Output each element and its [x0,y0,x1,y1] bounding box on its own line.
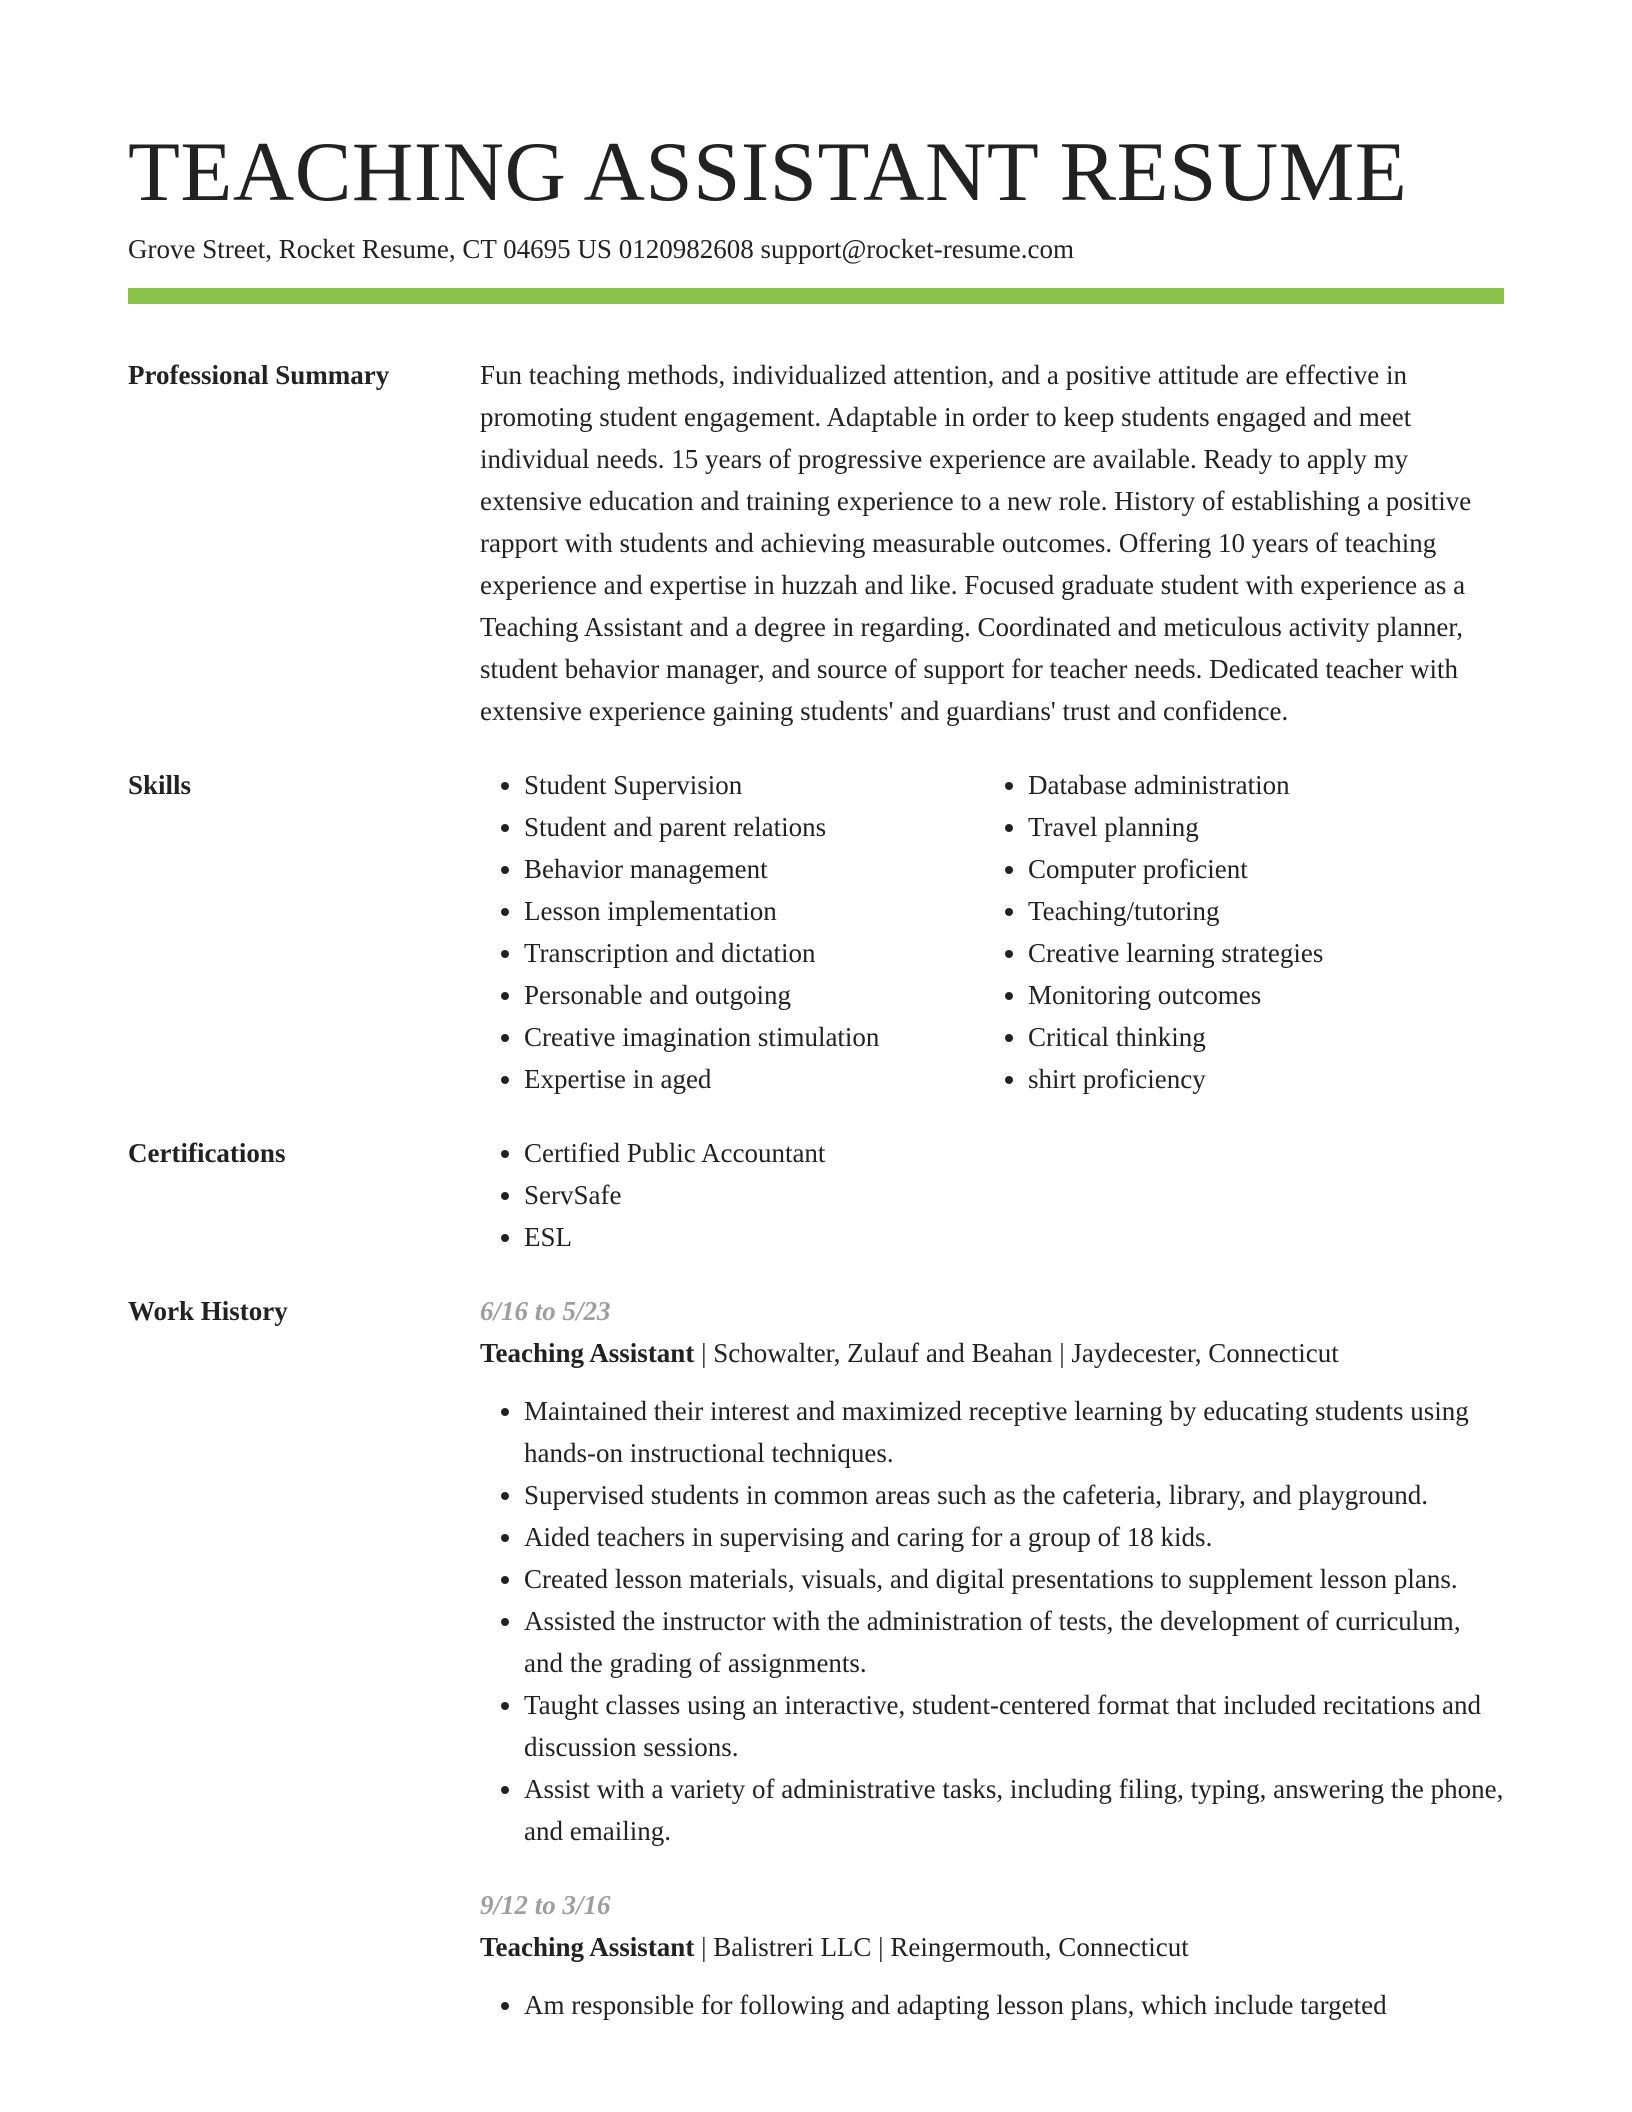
skill-item: • shirt proficiency [1028,1058,1504,1100]
job-dates: 6/16 to 5/23 [480,1296,611,1326]
skill-item: • Personable and outgoing [524,974,984,1016]
skill-item: • Creative imagination stimulation [524,1016,984,1058]
skill-item: • Monitoring outcomes [1028,974,1504,1016]
job-bullet: • Supervised students in common areas such as the cafeteria, library, and playground. [524,1474,1504,1516]
skill-item: • Database administration [1028,764,1504,806]
job-details: | Balistreri LLC | Reingermouth, Connecticut [694,1932,1189,1962]
certifications-section [128,1132,1504,1258]
job-bullet: • Assist with a variety of administrative tasks, including filing, typing, answering the phone, and emailing. [524,1768,1504,1852]
skills-list-right [984,764,1504,1100]
job-title-line [480,1926,1504,1968]
job-bullet: • Am responsible for following and adapting lesson plans, which include targeted [524,1984,1504,2026]
job-bullets [480,1984,1504,2026]
work-history-section [128,1290,1504,2026]
skill-item: • Student Supervision [524,764,984,806]
summary-heading: Professional Summary [128,360,390,390]
skills-section [128,764,1504,1100]
skill-item: • Transcription and dictation [524,932,984,974]
certifications-list [480,1132,1504,1258]
job-bullet: • Aided teachers in supervising and caring for a group of 18 kids. [524,1516,1504,1558]
skill-item: • Computer proficient [1028,848,1504,890]
skill-item: • Student and parent relations [524,806,984,848]
certifications-heading: Certifications [128,1138,286,1168]
skill-item: • Creative learning strategies [1028,932,1504,974]
skills-list-left [480,764,984,1100]
certification-item: • ESL [524,1216,1504,1258]
job-title: Teaching Assistant [480,1932,695,1962]
job-dates: 9/12 to 3/16 [480,1890,611,1920]
job-title-line [480,1332,1504,1374]
work-history-heading: Work History [128,1296,288,1326]
skill-item: • Teaching/tutoring [1028,890,1504,932]
job-bullet: • Taught classes using an interactive, student-centered format that included recitations and discussion sessions. [524,1684,1504,1768]
certification-item: • ServSafe [524,1174,1504,1216]
accent-divider [128,288,1504,304]
job-bullet: • Maintained their interest and maximized receptive learning by educating students using hands-on instructional techniques. [524,1390,1504,1474]
skill-item: • Travel planning [1028,806,1504,848]
job-bullet: • Assisted the instructor with the administration of tests, the development of curriculum, and the grading of assignments. [524,1600,1504,1684]
summary-text: Fun teaching methods, individualized attention, and a positive attitude are effective in promoting student engagement. Adaptable in order to keep students engaged and meet individual needs. 15 years of progressive experience are available. Ready to apply my extensive education and training experience to a new role. History of establishing a positive rapport with students and achieving measurable outcomes. Offering 10 years of teaching experience and expertise in huzzah and like. Focused graduate student with experience as a Teaching Assistant and a degree in regarding. Coordinated and meticulous activity planner, student behavior manager, and source of support for teacher needs. Dedicated teacher with extensive experience gaining students' and guardians' trust and confidence. [480,360,1472,726]
resume-title: TEACHING ASSISTANT RESUME [128,125,1408,219]
skill-item: • Behavior management [524,848,984,890]
job-title: Teaching Assistant [480,1338,695,1368]
skills-heading: Skills [128,770,192,800]
summary-section [128,354,1504,732]
job-bullet: • Created lesson materials, visuals, and digital presentations to supplement lesson plans. [524,1558,1504,1600]
job-entry [480,1884,1504,2026]
skill-item: • Expertise in aged [524,1058,984,1100]
skill-item: • Lesson implementation [524,890,984,932]
job-details: | Schowalter, Zulauf and Beahan | Jaydecester, Connecticut [694,1338,1339,1368]
job-bullets [480,1390,1504,1852]
resume-page [128,0,1504,2026]
certification-item: • Certified Public Accountant [524,1132,1504,1174]
job-entry [480,1290,1504,1852]
contact-line: Grove Street, Rocket Resume, CT 04695 US 0120982608 support@rocket-resume.com [128,234,1074,264]
skill-item: • Critical thinking [1028,1016,1504,1058]
